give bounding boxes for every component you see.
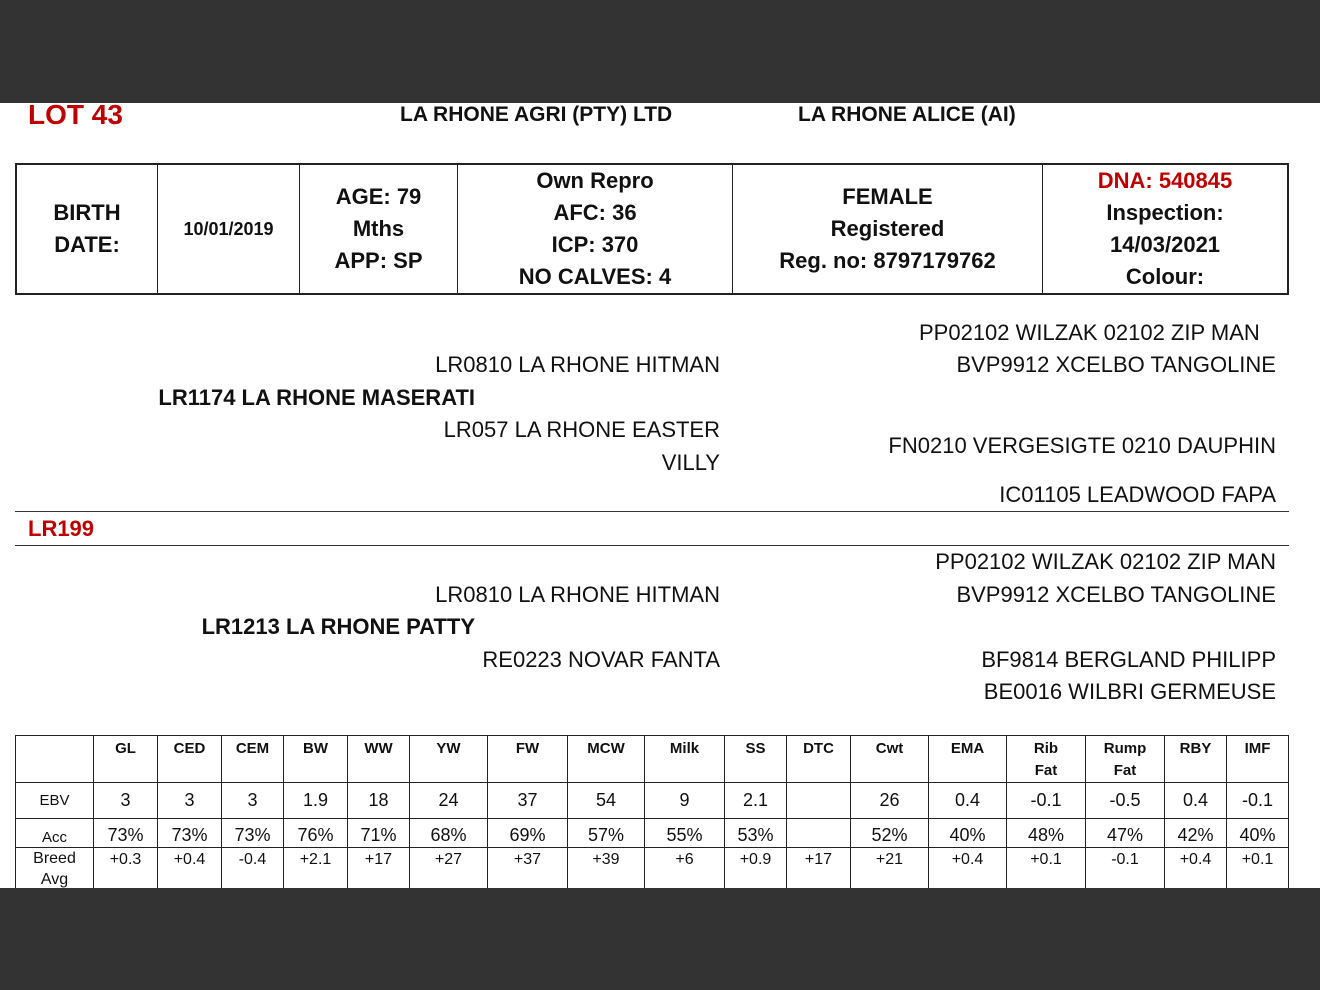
dam-grandsire-1: PP02102 WILZAK 02102 ZIP MAN [935, 549, 1276, 574]
sire-name: LR1174 LA RHONE MASERATI [158, 385, 475, 410]
top-dark-bar [0, 0, 1320, 103]
ebv-cell: +0.4 [929, 848, 1007, 889]
birth-label-line1: BIRTH [53, 200, 121, 225]
ebv-cell: 69% [488, 819, 568, 848]
age-cell [300, 165, 458, 293]
ebv-header-cell: BW [284, 736, 348, 783]
birth-label-line2: DATE: [54, 232, 120, 257]
ebv-cell: 26 [851, 783, 929, 819]
ebv-cell: 76% [284, 819, 348, 848]
colour-label: Colour: [1125, 264, 1205, 289]
ebv-cell: 9 [645, 783, 725, 819]
divider-line [15, 545, 1289, 546]
ebv-cell: 40% [1227, 819, 1289, 848]
ebv-cell [787, 819, 851, 848]
ebv-cell: 47% [1086, 819, 1165, 848]
dna-cell [1043, 165, 1287, 293]
sire-sire: LR0810 LA RHONE HITMAN [435, 352, 720, 377]
ebv-header-cell: YW [410, 736, 488, 783]
inspection-date: 14/03/2021 [1109, 232, 1221, 257]
ebv-header-cell: FW [488, 736, 568, 783]
sex-value: FEMALE [842, 184, 933, 209]
sire-granddam-2: IC01105 LEADWOOD FAPA [999, 482, 1276, 507]
ebv-row-label: EBV [16, 783, 94, 819]
ebv-cell: 3 [158, 783, 222, 819]
ebv-cell: 42% [1165, 819, 1227, 848]
ebv-header-cell: Rib Fat [1007, 736, 1086, 783]
dna-value: DNA: 540845 [1097, 168, 1233, 193]
animal-info-table [15, 163, 1289, 295]
ebv-cell: 73% [158, 819, 222, 848]
dam-granddam-1: BVP9912 XCELBO TANGOLINE [956, 582, 1276, 607]
sire-dam-line2: VILLY [661, 450, 720, 475]
ebv-cell: 3 [222, 783, 284, 819]
ebv-header-cell: IMF [1227, 736, 1289, 783]
afc-value: AFC: 36 [553, 200, 637, 225]
ebv-cell: 24 [410, 783, 488, 819]
ebv-row [16, 819, 1289, 848]
ebv-cell: +39 [568, 848, 645, 889]
ebv-cell: -0.1 [1086, 848, 1165, 889]
dam-grandsire-2: BF9814 BERGLAND PHILIPP [981, 647, 1276, 672]
ebv-cell: -0.5 [1086, 783, 1165, 819]
ebv-cell: 48% [1007, 819, 1086, 848]
registration-cell [733, 165, 1043, 293]
ebv-cell: +0.4 [1165, 848, 1227, 889]
ebv-cell: 55% [645, 819, 725, 848]
ebv-header-cell: DTC [787, 736, 851, 783]
catalogue-page [0, 103, 1320, 888]
age-unit: Mths [352, 216, 405, 241]
repro-label: Own Repro [536, 168, 654, 193]
status-value: Registered [830, 216, 945, 241]
ebv-cell: 73% [94, 819, 158, 848]
ebv-cell: 0.4 [1165, 783, 1227, 819]
ebv-cell: 37 [488, 783, 568, 819]
sire-grandsire-1: PP02102 WILZAK 02102 ZIP MAN [919, 320, 1260, 345]
ebv-cell: +21 [851, 848, 929, 889]
inspection-label: Inspection: [1106, 200, 1224, 225]
ebv-cell: 53% [725, 819, 787, 848]
sire-dam-line1: LR057 LA RHONE EASTER [443, 417, 720, 442]
ebv-cell: +0.4 [158, 848, 222, 889]
calves-value: NO CALVES: 4 [518, 264, 672, 289]
divider-line [15, 511, 1289, 512]
ebv-cell: +6 [645, 848, 725, 889]
ebv-cell: 54 [568, 783, 645, 819]
age-value: AGE: 79 [335, 184, 422, 209]
ebv-cell: 2.1 [725, 783, 787, 819]
ebv-cell: +0.9 [725, 848, 787, 889]
ebv-header-cell: MCW [568, 736, 645, 783]
ebv-cell: 40% [929, 819, 1007, 848]
ebv-cell: +17 [348, 848, 410, 889]
ebv-cell: 52% [851, 819, 929, 848]
breeder-name: LA RHONE AGRI (PTY) LTD [400, 103, 673, 126]
dam-id: LR199 [28, 516, 95, 541]
ebv-header-cell: CEM [222, 736, 284, 783]
sire-granddam-1: BVP9912 XCELBO TANGOLINE [956, 352, 1276, 377]
lot-number: LOT 43 [28, 103, 123, 130]
reg-no-value: Reg. no: 8797179762 [779, 248, 996, 273]
ebv-row [16, 848, 1289, 889]
ebv-cell: 71% [348, 819, 410, 848]
ebv-header-cell: SS [725, 736, 787, 783]
ebv-cell: +0.1 [1007, 848, 1086, 889]
ebv-cell: 1.9 [284, 783, 348, 819]
ebv-cell: -0.4 [222, 848, 284, 889]
animal-name: LA RHONE ALICE (AI) [798, 103, 1016, 126]
ebv-cell: +0.3 [94, 848, 158, 889]
ebv-header-cell: CED [158, 736, 222, 783]
ebv-row [16, 783, 1289, 819]
ebv-cell: +27 [410, 848, 488, 889]
ebv-row-label: Breed Avg [16, 848, 94, 889]
ebv-header-cell: RBY [1165, 736, 1227, 783]
ebv-header-corner [16, 736, 94, 783]
ebv-header-cell: Rump Fat [1086, 736, 1165, 783]
ebv-header-row [16, 736, 1289, 783]
ebv-cell: 57% [568, 819, 645, 848]
ebv-row-label: Acc [16, 819, 94, 848]
ebv-cell: 18 [348, 783, 410, 819]
ebv-table [15, 735, 1289, 888]
ebv-cell: +2.1 [284, 848, 348, 889]
repro-cell [458, 165, 733, 293]
ebv-header-cell: Milk [645, 736, 725, 783]
dam-sire: LR0810 LA RHONE HITMAN [435, 582, 720, 607]
dam-granddam-2: BE0016 WILBRI GERMEUSE [983, 679, 1276, 704]
ebv-cell: +37 [488, 848, 568, 889]
ebv-cell: -0.1 [1227, 783, 1289, 819]
birth-date-cell [158, 165, 300, 293]
ebv-cell: 73% [222, 819, 284, 848]
ebv-cell: +17 [787, 848, 851, 889]
ebv-cell [787, 783, 851, 819]
ebv-cell: 3 [94, 783, 158, 819]
ebv-cell: +0.1 [1227, 848, 1289, 889]
ebv-header-cell: WW [348, 736, 410, 783]
dam-dam: RE0223 NOVAR FANTA [482, 647, 720, 672]
icp-value: ICP: 370 [551, 232, 639, 257]
ebv-header-cell: GL [94, 736, 158, 783]
birth-date-value: 10/01/2019 [183, 219, 274, 239]
birth-date-label-cell [17, 165, 158, 293]
ebv-cell: 68% [410, 819, 488, 848]
sire-grandsire-2: FN0210 VERGESIGTE 0210 DAUPHIN [888, 433, 1276, 458]
ebv-header-cell: Cwt [851, 736, 929, 783]
ebv-header-cell: EMA [929, 736, 1007, 783]
ebv-cell: -0.1 [1007, 783, 1086, 819]
app-value: APP: SP [334, 248, 423, 273]
ebv-cell: 0.4 [929, 783, 1007, 819]
bottom-dark-bar [0, 888, 1320, 990]
dam-name: LR1213 LA RHONE PATTY [201, 614, 475, 639]
